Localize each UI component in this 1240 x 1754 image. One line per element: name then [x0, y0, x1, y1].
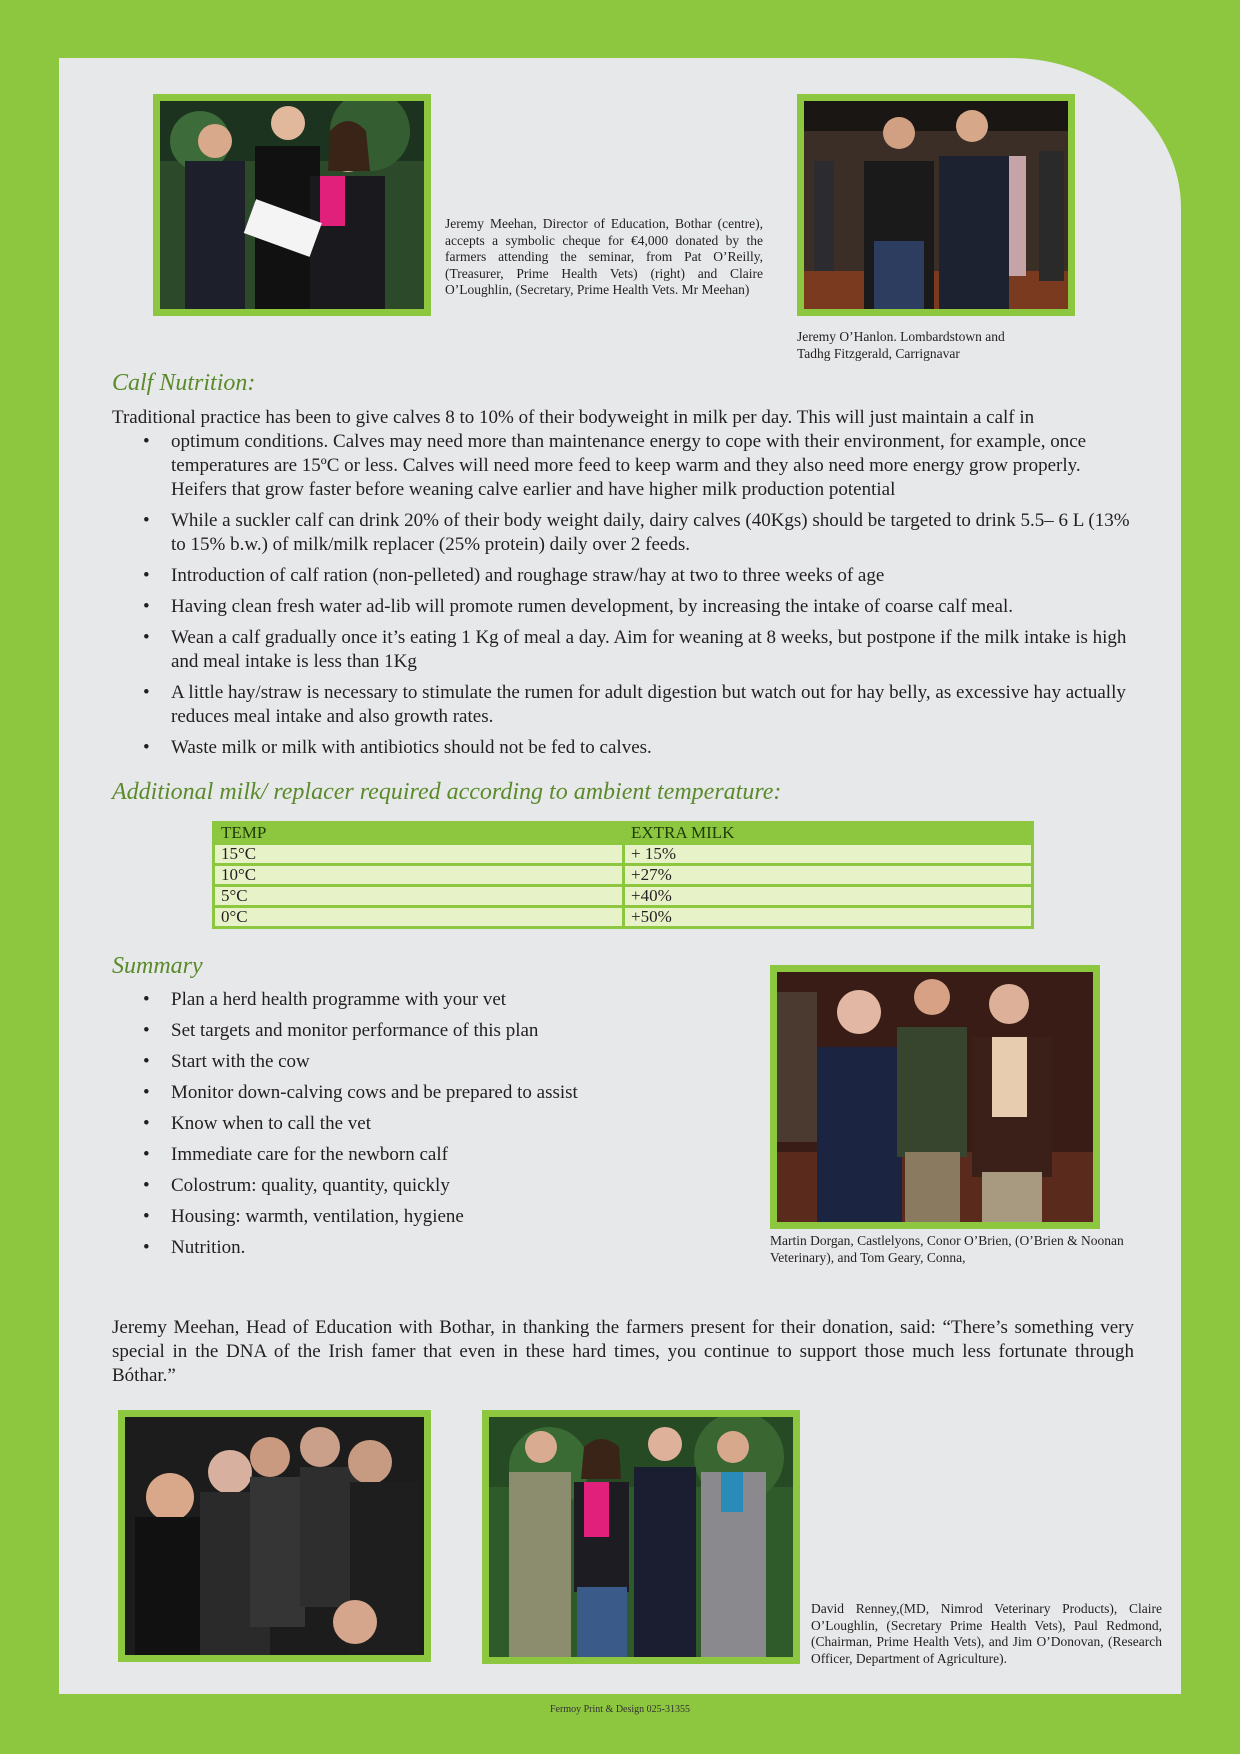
photo-three-men [770, 965, 1100, 1229]
extra-milk-table [212, 821, 1034, 929]
table-header-row [214, 823, 1033, 844]
additional-milk-heading: Additional milk/ replacer required according to ambient temperature: [112, 779, 782, 805]
table-row [214, 907, 1033, 928]
table-cell: 0°C [214, 907, 624, 928]
table-cell: + 15% [624, 844, 1033, 865]
table-cell: 5°C [214, 886, 624, 907]
table-cell: +40% [624, 886, 1033, 907]
summary-list [143, 988, 731, 1260]
photo-two-men [797, 94, 1075, 316]
list-item: • Housing: warmth, ventilation, hygiene [143, 1206, 464, 1227]
quote-paragraph: Jeremy Meehan, Head of Education with Bothar, in thanking the farmers present for their donation, said: “There’s something very special in the DNA of the Irish famer that even in these hard times, you continue to support those much less fortunate through Bóthar.” [112, 1317, 1134, 1386]
list-item: • While a suckler calf can drink 20% of their body weight daily, dairy calves (40Kgs) should be targeted to drink 5.5– 6 L (13% to 15% b.w.) of milk/milk replacer (25% protein) daily over 2 feeds. [143, 510, 1130, 555]
calf-nutrition-list [143, 430, 1137, 760]
column-header: EXTRA MILK [624, 823, 1033, 844]
caption-group-four: David Renney,(MD, Nimrod Veterinary Products), Claire O’Loughlin, (Secretary Prime Health Vets), Paul Redmond, (Chairman, Prime Health Vets), and Jim O’Donovan, (Research Officer, Department of Agriculture). [811, 1601, 1162, 1666]
list-item: • Immediate care for the newborn calf [143, 1144, 448, 1165]
caption-two-men: Jeremy O’Hanlon. Lombardstown and Tadhg Fitzgerald, Carrignavar [797, 329, 1005, 361]
list-item: • Introduction of calf ration (non-pelleted) and roughage straw/hay at two to three weeks of age [143, 565, 885, 586]
table-cell: 10°C [214, 865, 624, 886]
caption-three-men: Martin Dorgan, Castlelyons, Conor O’Brien, (O’Brien & Noonan Veterinary), and Tom Geary, Conna, [770, 1233, 1124, 1265]
list-item: • Set targets and monitor performance of this plan [143, 1020, 539, 1041]
table-row [214, 886, 1033, 907]
table-row [214, 865, 1033, 886]
list-item: • Monitor down-calving cows and be prepared to assist [143, 1082, 578, 1103]
calf-nutrition-intro: Traditional practice has been to give calves 8 to 10% of their bodyweight in milk per day. This will just maintain a calf in [112, 407, 1035, 428]
list-item: • Having clean fresh water ad-lib will promote rumen development, by increasing the intake of coarse calf meal. [143, 596, 1014, 617]
summary-heading: Summary [112, 953, 203, 979]
table-cell: 15°C [214, 844, 624, 865]
list-item: • Nutrition. [143, 1237, 246, 1258]
table-row [214, 844, 1033, 865]
calf-nutrition-heading: Calf Nutrition: [112, 370, 256, 396]
table-cell: +50% [624, 907, 1033, 928]
list-item: • Colostrum: quality, quantity, quickly [143, 1175, 450, 1196]
photo-audience [118, 1410, 431, 1662]
list-item: • Plan a herd health programme with your vet [143, 989, 507, 1010]
photo-group-four [482, 1410, 800, 1664]
list-item: • A little hay/straw is necessary to stimulate the rumen for adult digestion but watch out for hay belly, as excessive hay actually reduces meal intake and also growth rates. [143, 682, 1126, 727]
caption-cheque: Jeremy Meehan, Director of Education, Bothar (centre), accepts a symbolic cheque for €4,000 donated by the farmers attending the seminar, from Pat O’Reilly, (Treasurer, Prime Health Vets) (right) and Claire O’Loughlin, (Secretary, Prime Health Vets. Mr Meehan) [445, 216, 763, 297]
list-item: • Waste milk or milk with antibiotics should not be fed to calves. [143, 737, 652, 758]
list-item: • Wean a calf gradually once it’s eating 1 Kg of meal a day. Aim for weaning at 8 weeks, but postpone if the milk intake is high and meal intake is less than 1Kg [143, 627, 1127, 672]
table-cell: +27% [624, 865, 1033, 886]
footer-credit: Fermoy Print & Design 025-31355 [550, 1704, 690, 1715]
list-item: • Know when to call the vet [143, 1113, 371, 1134]
photo-cheque-presentation [153, 94, 431, 316]
list-item: • Start with the cow [143, 1051, 310, 1072]
column-header: TEMP [214, 823, 624, 844]
list-item: • optimum conditions. Calves may need more than maintenance energy to cope with their environment, for example, once temperatures are 15ºC or less. Calves will need more feed to keep warm and they also need more energy grow properly. Heifers that grow faster before weaning calve earlier and have higher milk production potential [143, 431, 1087, 500]
